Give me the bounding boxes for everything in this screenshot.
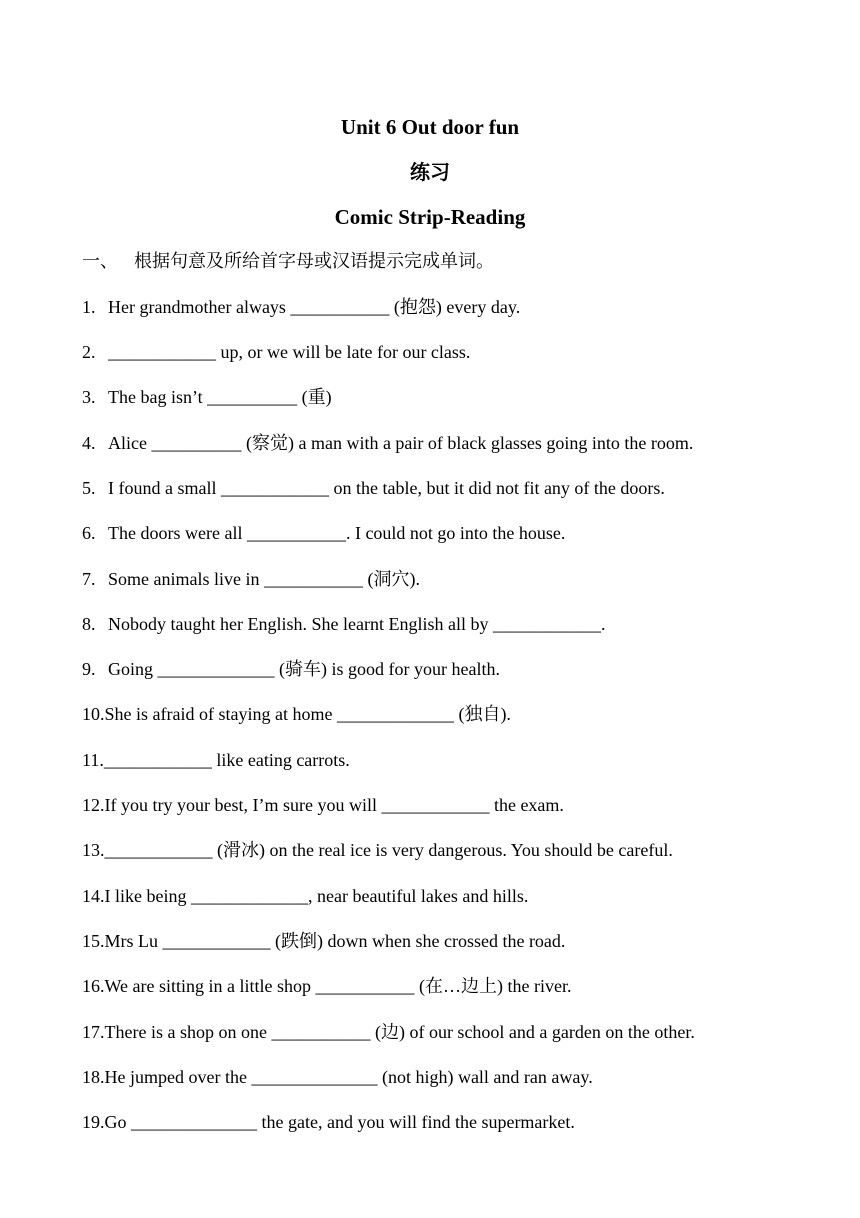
question-item	[82, 295, 520, 319]
question-text: Alice __________ (察觉) a man with a pair of black glasses going into the room.	[108, 433, 694, 453]
question-item	[82, 1065, 593, 1089]
question-text: Going _____________ (骑车) is good for your health.	[108, 659, 500, 679]
question-number: 5.	[82, 478, 96, 498]
question-text: We are sitting in a little shop ___________ (在…边上) the river.	[104, 976, 572, 996]
section-number: 一、	[82, 251, 118, 272]
question-text: Nobody taught her English. She learnt English all by ____________.	[108, 614, 606, 634]
question-text: Go ______________ the gate, and you will find the supermarket.	[104, 1112, 575, 1132]
question-number: 12.	[82, 795, 105, 815]
question-number: 13.	[82, 840, 105, 860]
question-item	[82, 1020, 695, 1044]
question-number: 19.	[82, 1112, 105, 1132]
question-text: The bag isn’t __________ (重)	[108, 387, 332, 407]
question-item	[82, 884, 528, 908]
question-item	[82, 793, 564, 817]
question-number: 7.	[82, 569, 96, 589]
question-number: 3.	[82, 387, 96, 407]
question-text: If you try your best, I’m sure you will ____________ the exam.	[104, 795, 564, 815]
question-number: 4.	[82, 433, 96, 453]
section-instruction: 根据句意及所给首字母或汉语提示完成单词。	[134, 251, 494, 272]
question-number: 10.	[82, 704, 105, 724]
question-text: ____________ like eating carrots.	[103, 750, 350, 770]
question-item	[82, 838, 673, 862]
question-number: 18.	[82, 1067, 105, 1087]
question-number: 14.	[82, 886, 105, 906]
question-item	[82, 476, 665, 500]
question-number: 9.	[82, 659, 96, 679]
question-number: 2.	[82, 342, 96, 362]
lesson-title: Comic Strip-Reading	[334, 205, 526, 229]
question-item	[82, 748, 350, 772]
question-text: He jumped over the ______________ (not high) wall and ran away.	[104, 1067, 593, 1087]
question-item	[82, 702, 511, 726]
question-text: There is a shop on one ___________ (边) of our school and a garden on the other.	[104, 1022, 695, 1042]
question-item	[82, 612, 605, 636]
question-number: 8.	[82, 614, 96, 634]
question-number: 15.	[82, 931, 105, 951]
question-number: 17.	[82, 1022, 105, 1042]
question-number: 16.	[82, 976, 105, 996]
question-item	[82, 974, 571, 998]
question-text: I like being _____________, near beautiful lakes and hills.	[104, 886, 529, 906]
question-text: Mrs Lu ____________ (跌倒) down when she crossed the road.	[104, 931, 566, 951]
question-number: 1.	[82, 297, 96, 317]
question-number: 6.	[82, 523, 96, 543]
question-item	[82, 431, 693, 455]
question-text: ____________ up, or we will be late for our class.	[108, 342, 471, 362]
question-item	[82, 929, 565, 953]
question-text: ____________ (滑冰) on the real ice is very dangerous. You should be careful.	[104, 840, 673, 860]
question-text: The doors were all ___________. I could not go into the house.	[108, 523, 566, 543]
unit-title: Unit 6 Out door fun	[340, 115, 520, 139]
question-item	[82, 521, 565, 545]
page-subtitle: 练习	[410, 160, 450, 184]
question-number: 11.	[82, 750, 104, 770]
question-item	[82, 1110, 575, 1134]
question-item	[82, 567, 420, 591]
question-text: I found a small ____________ on the table, but it did not fit any of the doors.	[108, 478, 665, 498]
question-text: She is afraid of staying at home _____________ (独自).	[104, 704, 511, 724]
question-text: Her grandmother always ___________ (抱怨) every day.	[108, 297, 521, 317]
question-item	[82, 657, 500, 681]
question-item	[82, 385, 332, 409]
question-item	[82, 340, 470, 364]
question-text: Some animals live in ___________ (洞穴).	[108, 569, 420, 589]
section-heading	[82, 250, 494, 274]
